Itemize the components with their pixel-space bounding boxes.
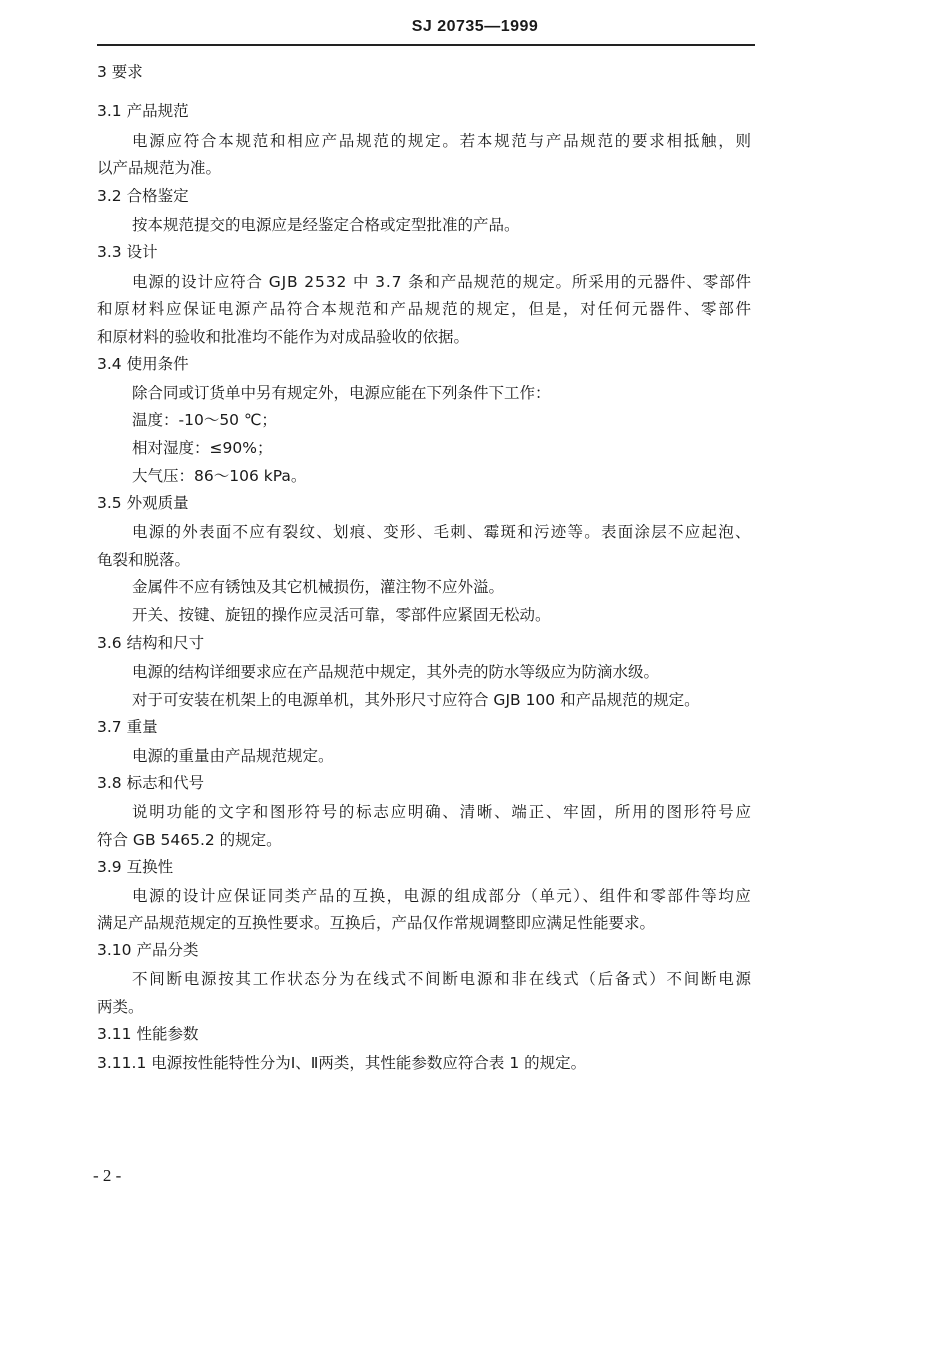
section-heading: 3 要求 bbox=[97, 63, 143, 81]
paragraph-line: 龟裂和脱落。 bbox=[97, 551, 191, 569]
paragraph-line: 满足产品规范规定的互换性要求。互换后，产品仅作常规调整即应满足性能要求。 bbox=[97, 914, 656, 932]
paragraph-line: 不间断电源按其工作状态分为在线式不间断电源和非在线式（后备式）不间断电源 bbox=[132, 970, 753, 988]
section-heading: 3.5 外观质量 bbox=[97, 494, 189, 512]
section-heading: 3.11.1 电源按性能特性分为Ⅰ、Ⅱ两类，其性能参数应符合表 1 的规定。 bbox=[97, 1054, 587, 1072]
paragraph-line: 和原材料应保证电源产品符合本规范和产品规范的规定，但是，对任何元器件、零部件 bbox=[97, 300, 753, 318]
page-number: - 2 - bbox=[93, 1166, 122, 1185]
section-heading: 3.11 性能参数 bbox=[97, 1025, 199, 1043]
standard-number-header: SJ 20735—1999 bbox=[411, 18, 539, 35]
section-heading: 3.6 结构和尺寸 bbox=[97, 634, 205, 652]
section-heading: 3.2 合格鉴定 bbox=[97, 187, 189, 205]
paragraph-line: 以产品规范为准。 bbox=[97, 159, 222, 177]
paragraph-line: 电源的外表面不应有裂纹、划痕、变形、毛刺、霉斑和污迹等。表面涂层不应起泡、 bbox=[132, 523, 752, 541]
paragraph-line: 相对湿度：≤90%； bbox=[132, 439, 273, 457]
paragraph-line: 两类。 bbox=[97, 998, 144, 1016]
paragraph-line: 和原材料的验收和批准均不能作为对成品验收的依据。 bbox=[97, 328, 470, 346]
section-heading: 3.9 互换性 bbox=[97, 858, 174, 876]
paragraph-line: 金属件不应有锈蚀及其它机械损伤，灌注物不应外溢。 bbox=[132, 578, 505, 596]
section-heading: 3.4 使用条件 bbox=[97, 355, 189, 373]
paragraph-line: 电源的结构详细要求应在产品规范中规定，其外壳的防水等级应为防滴水级。 bbox=[132, 663, 660, 681]
header-rule bbox=[97, 44, 755, 46]
paragraph-line: 说明功能的文字和图形符号的标志应明确、清晰、端正、牢固，所用的图形符号应 bbox=[132, 803, 753, 821]
paragraph-line: 对于可安装在机架上的电源单机，其外形尺寸应符合 GJB 100 和产品规范的规定。 bbox=[132, 691, 700, 709]
paragraph-line: 按本规范提交的电源应是经鉴定合格或定型批准的产品。 bbox=[132, 216, 520, 234]
section-heading: 3.1 产品规范 bbox=[97, 102, 189, 120]
paragraph-line: 开关、按键、旋钮的操作应灵活可靠，零部件应紧固无松动。 bbox=[132, 606, 551, 624]
paragraph-line: 除合同或订货单中另有规定外，电源应能在下列条件下工作： bbox=[132, 384, 551, 402]
paragraph-line: 温度：-10～50 ℃； bbox=[132, 411, 277, 429]
paragraph-line: 电源的设计应符合 GJB 2532 中 3.7 条和产品规范的规定。所采用的元器件、零部件 bbox=[132, 273, 752, 291]
paragraph-line: 电源的设计应保证同类产品的互换，电源的组成部分（单元）、组件和零部件等均应 bbox=[132, 887, 753, 905]
paragraph-line: 电源的重量由产品规范规定。 bbox=[132, 747, 334, 765]
section-heading: 3.8 标志和代号 bbox=[97, 774, 205, 792]
section-heading: 3.3 设计 bbox=[97, 243, 158, 261]
section-heading: 3.10 产品分类 bbox=[97, 941, 199, 959]
paragraph-line: 大气压：86～106 kPa。 bbox=[132, 467, 307, 485]
section-heading: 3.7 重量 bbox=[97, 718, 158, 736]
paragraph-line: 电源应符合本规范和相应产品规范的规定。若本规范与产品规范的要求相抵触，则 bbox=[132, 132, 753, 150]
paragraph-line: 符合 GB 5465.2 的规定。 bbox=[97, 831, 282, 849]
